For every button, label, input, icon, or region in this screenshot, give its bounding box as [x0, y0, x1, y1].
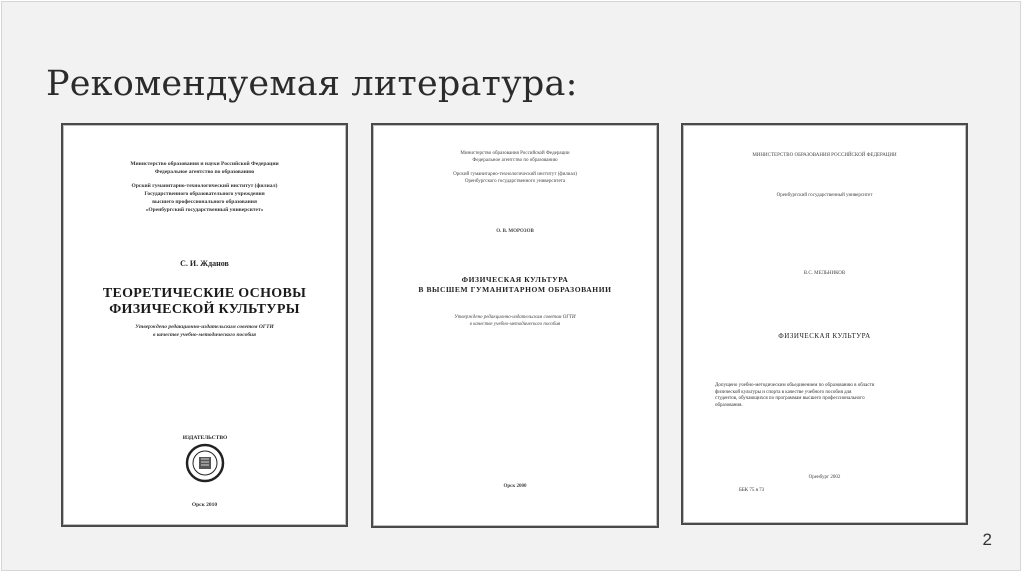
cover-approval-line: в качестве учебно-методического пособия	[153, 332, 256, 338]
book-cover-melnikov	[681, 123, 968, 525]
slide-title: Рекомендуемая литература:	[46, 64, 578, 104]
cover-approval-line: образования.	[715, 402, 743, 408]
cover-title-line: В ВЫСШЕМ ГУМАНИТАРНОМ ОБРАЗОВАНИИ	[418, 285, 612, 294]
book-cover-morozov	[371, 123, 659, 528]
cover-header-line: Федеральное агентство по образованию	[472, 158, 558, 163]
cover-city-year: Орск 2000	[503, 484, 527, 489]
cover-institute-line: Оренбургский государственный университет	[776, 193, 873, 198]
cover-author: С. И. Жданов	[180, 259, 229, 268]
cover-title-line: ТЕОРЕТИЧЕСКИЕ ОСНОВЫ	[102, 286, 307, 301]
cover-institute-line: «Оренбургский государственный университет»	[145, 207, 264, 213]
cover-author: О. В. МОРОЗОВ	[496, 229, 534, 234]
cover-city-year: Оренбург 2002	[808, 475, 841, 480]
cover-header-line: Федеральное агентство по образованию	[154, 169, 255, 175]
cover-institute-line: Государственного образовательного учреждения	[144, 191, 265, 197]
cover-author: В.С. МЕЛЬНИКОВ	[803, 271, 846, 276]
cover-approval-line: физической культуры и спорта в качестве учебного пособия для	[715, 389, 852, 395]
emblem-text: ИЗДАТЕЛЬСТВО	[182, 435, 228, 441]
cover-header-line: МИНИСТЕРСТВО ОБРАЗОВАНИЯ РОССИЙСКОЙ ФЕДЕРАЦИИ	[752, 153, 897, 158]
cover-title-line: ФИЗИЧЕСКАЯ КУЛЬТУРА	[461, 275, 569, 284]
cover-approval-line: в качестве учебно-методического пособия	[469, 322, 561, 327]
cover-approval-line: Утверждено редакционно-издательским советом ОГТИ	[135, 324, 274, 330]
cover-institute-line: Оренбургского государственного университета	[464, 179, 566, 184]
cover-institute-line: Орский гуманитарно-технологический институт (филиал)	[453, 172, 577, 177]
cover-institute-line: Орский гуманитарно-технологический институт (филиал)	[131, 183, 278, 189]
cover-approval-line: Утверждено редакционно-издательским советом ОГТИ	[454, 315, 576, 320]
cover-title-line: ФИЗИЧЕСКОЙ КУЛЬТУРЫ	[109, 302, 300, 317]
book-cover-zhdanov	[61, 123, 348, 527]
cover-header-line: Министерство образования Российской Федерации	[460, 151, 570, 156]
publisher-emblem-icon	[181, 431, 229, 491]
cover-title-line: ФИЗИЧЕСКАЯ КУЛЬТУРА	[778, 332, 871, 340]
cover-approval-line: Допущено учебно-методическим объединением по образованию в области	[715, 383, 875, 388]
cover-bbk: ББК 75 я 73	[739, 488, 765, 493]
cover-approval-line: студентов, обучающихся по программам высшего профессионального	[715, 396, 865, 401]
cover-city-year: Орск 2010	[191, 502, 218, 508]
page-number: 2	[982, 530, 992, 549]
cover-institute-line: высшего профессионального образования	[152, 199, 257, 205]
cover-header-line: Министерство образования и науки Российской Федерации	[130, 161, 279, 167]
slide	[1, 1, 1021, 571]
